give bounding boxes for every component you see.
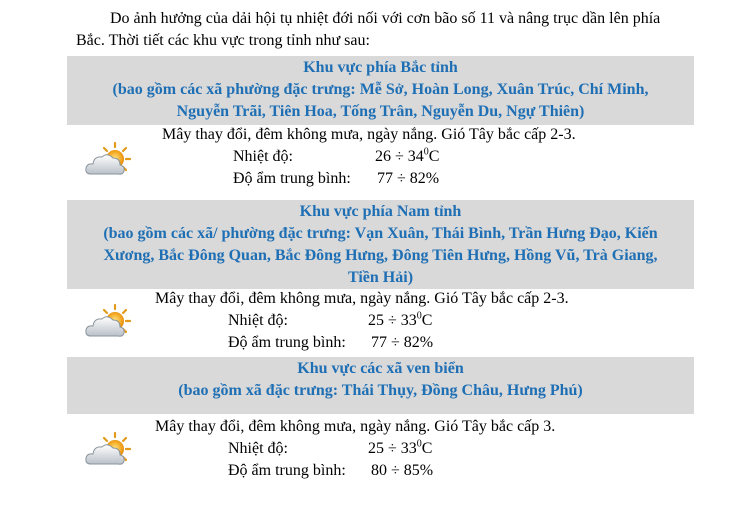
region-title: Khu vực các xã ven biển (297, 360, 464, 377)
region-description-line: Tiền Hải) (347, 269, 414, 286)
region-description-line: (bao gồm các xã phường đặc trưng: Mễ Sở, Hoàn Long, Xuân Trúc, Chí Minh, (112, 81, 649, 98)
region-description-line: (bao gồm xã đặc trưng: Thái Thụy, Đồng Châu, Hưng Phú) (178, 382, 583, 399)
temperature-label: Nhiệt độ: (228, 440, 288, 457)
intro-line-2: Bắc. Thời tiết các khu vực trong tỉnh như sau: (76, 32, 370, 49)
partly-cloudy-sun-icon (83, 140, 133, 180)
weather-description: Mây thay đổi, đêm không mưa, ngày nắng. Gió Tây bắc cấp 2-3. (155, 290, 569, 307)
humidity-label: Độ ẩm trung bình: (228, 462, 346, 479)
temperature-value: $25 \div 33^0C$ (368, 310, 433, 329)
humidity-label: Độ ẩm trung bình: (233, 170, 351, 187)
region-description-line: Xương, Bắc Đông Quan, Bắc Đông Hưng, Đông Tiên Hưng, Hồng Vũ, Trà Giang, (103, 247, 658, 264)
weather-description: Mây thay đổi, đêm không mưa, ngày nắng. Gió Tây bắc cấp 3. (155, 418, 556, 435)
region-title: Khu vực phía Bắc tỉnh (303, 59, 458, 76)
temperature-value: $26 \div 34^0C$ (375, 146, 440, 165)
region-description-line: Nguyễn Trãi, Tiên Hoa, Tống Trân, Nguyễn Du, Ngự Thiên) (176, 103, 585, 120)
intro-line-1: Do ảnh hưởng của dải hội tụ nhiệt đới nối với cơn bão số 11 và nâng trục dần lên phía (110, 10, 661, 27)
temperature-label: Nhiệt độ: (228, 312, 288, 329)
partly-cloudy-sun-icon (83, 430, 133, 470)
intro-paragraph (76, 8, 706, 52)
humidity-label: Độ ẩm trung bình: (228, 334, 346, 351)
temperature-label: Nhiệt độ: (233, 148, 293, 165)
partly-cloudy-sun-icon (83, 302, 133, 342)
temperature-value: $25 \div 33^0C$ (368, 438, 433, 457)
region-north-header (67, 56, 694, 125)
region-south-header (67, 200, 694, 289)
weather-description: Mây thay đổi, đêm không mưa, ngày nắng. Gió Tây bắc cấp 2-3. (162, 126, 576, 143)
humidity-value: 80 ÷ 85% (371, 462, 434, 479)
region-title: Khu vực phía Nam tỉnh (299, 203, 462, 220)
humidity-value: 77 ÷ 82% (377, 170, 440, 187)
region-coastal-header (67, 357, 694, 414)
region-description-line: (bao gồm các xã/ phường đặc trưng: Vạn Xuân, Thái Bình, Trần Hưng Đạo, Kiến (103, 225, 658, 242)
humidity-value: 77 ÷ 82% (371, 334, 434, 351)
